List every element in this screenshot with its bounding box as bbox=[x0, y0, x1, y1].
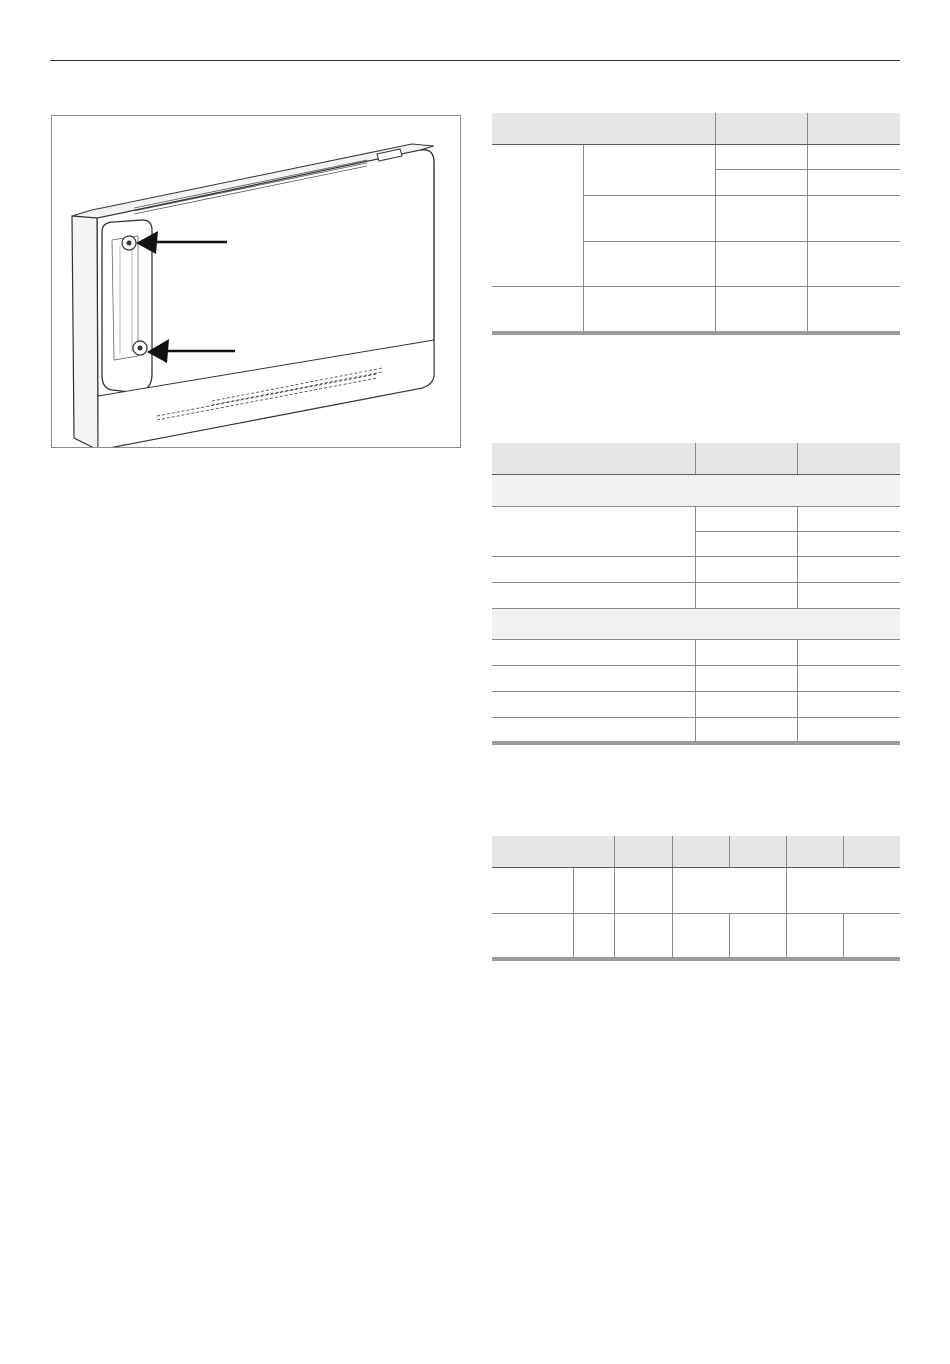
table-cell bbox=[715, 169, 807, 195]
section-row bbox=[492, 474, 900, 506]
table-cell bbox=[695, 691, 797, 717]
table-cell bbox=[492, 913, 573, 959]
table-cell bbox=[583, 286, 715, 333]
table-cell bbox=[715, 286, 807, 333]
table-cell bbox=[695, 717, 797, 743]
table-cell bbox=[715, 144, 807, 169]
table-cell bbox=[492, 717, 695, 743]
header-cell bbox=[492, 443, 695, 474]
table-cell bbox=[672, 913, 729, 959]
table-cell bbox=[492, 286, 583, 333]
table-cell bbox=[807, 195, 900, 241]
electrical-table bbox=[492, 113, 900, 335]
section-row bbox=[492, 608, 900, 639]
header-cell bbox=[492, 836, 614, 867]
table-cell bbox=[786, 913, 843, 959]
table-cell bbox=[672, 867, 786, 913]
table-cell bbox=[843, 913, 900, 959]
table-cell bbox=[797, 531, 900, 556]
table-cell bbox=[492, 867, 573, 913]
table-cell bbox=[695, 639, 797, 665]
header-cell bbox=[672, 836, 729, 867]
table-cell bbox=[695, 531, 797, 556]
header-rule bbox=[50, 60, 900, 61]
table-cell bbox=[797, 639, 900, 665]
table-cell bbox=[786, 867, 900, 913]
header-cell bbox=[614, 836, 672, 867]
table-cell bbox=[492, 639, 695, 665]
header-cell bbox=[729, 836, 786, 867]
header-cell bbox=[492, 113, 715, 144]
table-cell bbox=[492, 582, 695, 608]
table-cell bbox=[797, 665, 900, 691]
table-cell bbox=[729, 913, 786, 959]
figure-frame bbox=[51, 115, 461, 448]
header-cell bbox=[715, 113, 807, 144]
table-cell bbox=[695, 665, 797, 691]
table-cell bbox=[492, 691, 695, 717]
header-cell bbox=[843, 836, 900, 867]
table-cell bbox=[573, 867, 614, 913]
header-cell bbox=[797, 443, 900, 474]
table-cell bbox=[492, 556, 695, 582]
dimensions-table bbox=[492, 443, 900, 745]
table-cell bbox=[807, 286, 900, 333]
table-cell bbox=[583, 144, 715, 195]
table-cell bbox=[573, 913, 614, 959]
table-cell bbox=[614, 913, 672, 959]
table-cell bbox=[492, 665, 695, 691]
table-cell bbox=[807, 169, 900, 195]
table-cell bbox=[583, 241, 715, 286]
header-cell bbox=[807, 113, 900, 144]
table-cell bbox=[797, 717, 900, 743]
table-cell bbox=[797, 556, 900, 582]
table-cell bbox=[807, 144, 900, 169]
table-cell bbox=[492, 144, 583, 286]
wall-heater-illustration bbox=[52, 116, 460, 447]
header-cell bbox=[695, 443, 797, 474]
table-cell bbox=[614, 867, 672, 913]
table-cell bbox=[492, 506, 695, 556]
table-cell bbox=[715, 241, 807, 286]
table-cell bbox=[583, 195, 715, 241]
header-cell bbox=[786, 836, 843, 867]
table-cell bbox=[695, 506, 797, 531]
table-cell bbox=[807, 241, 900, 286]
table-cell bbox=[695, 556, 797, 582]
table-cell bbox=[797, 506, 900, 531]
table-cell bbox=[797, 691, 900, 717]
table-cell bbox=[715, 195, 807, 241]
table-cell bbox=[695, 582, 797, 608]
models-table bbox=[492, 836, 900, 961]
table-cell bbox=[797, 582, 900, 608]
